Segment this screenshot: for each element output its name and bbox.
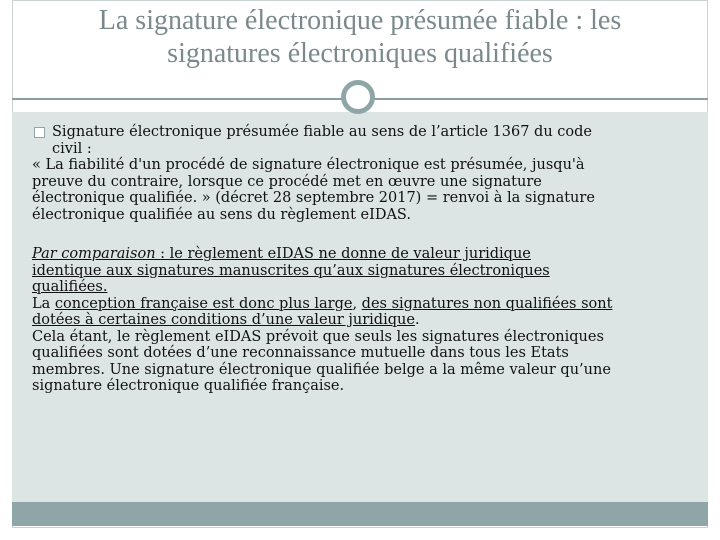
title-line-1: La signature électronique présumée fiable : les bbox=[98, 5, 622, 36]
quote-line-4: électronique qualifiée au sens du règlement eIDAS. bbox=[32, 206, 411, 223]
slide-title bbox=[12, 0, 708, 70]
conception-underlined-3: dotées à certaines conditions d’une valeur juridique bbox=[32, 312, 415, 328]
comparison-line-1 bbox=[32, 246, 692, 263]
quote-line-3: électronique qualifiée. » (décret 28 septembre 2017) = renvoi à la signature bbox=[32, 190, 595, 206]
spacer bbox=[32, 223, 692, 246]
conception-underlined-2: des signatures non qualifiées sont bbox=[361, 295, 613, 312]
conception-line-2 bbox=[32, 312, 692, 329]
conception-pre: La bbox=[32, 295, 55, 312]
conception-end: . bbox=[414, 312, 420, 328]
bullet-text-b: civil : bbox=[52, 140, 92, 157]
comparison-italic: Par comparaison bbox=[32, 246, 161, 262]
conception-line-1 bbox=[32, 296, 692, 313]
conception-underlined-1: conception française est donc plus large bbox=[54, 295, 353, 312]
quote-line-2: preuve du contraire, lorsque ce procédé met en œuvre une signature bbox=[32, 173, 542, 190]
cela-line-1: Cela étant, le règlement eIDAS prévoit que seuls les signatures électroniques bbox=[32, 328, 604, 345]
title-line-2: signatures électroniques qualifiées bbox=[167, 38, 553, 69]
footer-bar bbox=[12, 502, 708, 526]
bullet-item bbox=[32, 124, 692, 141]
slide-body bbox=[32, 124, 692, 395]
bullet-text-a: Signature électronique présumée fiable au sens de l’article 1367 du code bbox=[52, 124, 593, 140]
square-bullet-icon bbox=[34, 127, 45, 138]
comparison-text-1: : le règlement eIDAS ne donne de valeur juridique bbox=[160, 246, 531, 262]
comparison-line-2: identique aux signatures manuscrites qu’aux signatures électroniques bbox=[32, 262, 550, 279]
cela-line-4: signature électronique qualifiée française. bbox=[32, 378, 345, 394]
conception-sep: , bbox=[352, 295, 362, 312]
cela-line-2: qualifiées sont dotées d’une reconnaissance mutuelle dans tous les Etats bbox=[32, 345, 569, 361]
cela-line-3: membres. Une signature électronique qualifiée belge a la même valeur qu’une bbox=[32, 361, 611, 378]
quote-line-1: « La fiabilité d'un procédé de signature électronique est présumée, jusqu'à bbox=[32, 157, 585, 173]
circle-ornament-icon bbox=[341, 80, 375, 114]
comparison-line-3: qualifiées. bbox=[32, 279, 108, 295]
